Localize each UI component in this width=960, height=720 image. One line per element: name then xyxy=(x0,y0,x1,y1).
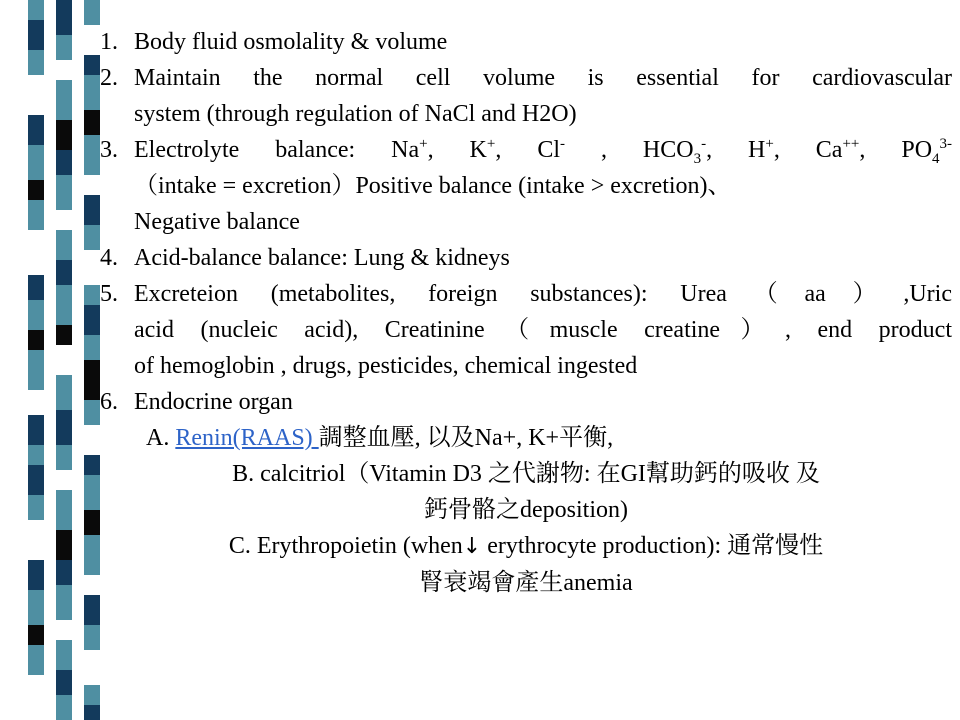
strip-segment xyxy=(56,60,72,80)
sub-item-line: 鈣骨骼之deposition) xyxy=(424,497,628,523)
strip-segment xyxy=(28,20,44,50)
item-text-line: of hemoglobin , drugs, pesticides, chemical ingested xyxy=(134,353,638,379)
decorative-strip-right xyxy=(84,0,100,720)
strip-segment xyxy=(56,470,72,490)
strip-segment xyxy=(84,110,100,135)
sub-item-text: 調整血壓, 以及Na+, K+平衡, xyxy=(318,425,614,451)
strip-segment xyxy=(28,645,44,675)
strip-segment xyxy=(56,490,72,530)
strip-segment xyxy=(84,55,100,75)
strip-segment xyxy=(28,445,44,465)
item-number: 2. xyxy=(100,65,118,91)
strip-segment xyxy=(28,350,44,390)
strip-segment xyxy=(28,520,44,560)
strip-segment xyxy=(84,305,100,335)
strip-segment xyxy=(28,465,44,495)
strip-segment xyxy=(84,535,100,575)
strip-segment xyxy=(84,400,100,425)
strip-segment xyxy=(28,560,44,590)
strip-segment xyxy=(84,575,100,595)
strip-segment xyxy=(84,25,100,55)
strip-segment xyxy=(28,415,44,445)
item-text: Endocrine organ xyxy=(134,389,293,415)
strip-segment xyxy=(56,345,72,375)
strip-segment xyxy=(56,80,72,120)
strip-segment xyxy=(84,175,100,195)
strip-segment xyxy=(84,0,100,25)
strip-segment xyxy=(84,510,100,535)
strip-segment xyxy=(56,260,72,285)
strip-segment xyxy=(56,585,72,620)
strip-segment xyxy=(56,560,72,585)
strip-segment xyxy=(56,445,72,470)
strip-segment xyxy=(28,300,44,330)
item-text-line: Negative balance xyxy=(134,209,300,235)
decorative-strip-left xyxy=(28,0,44,720)
strip-segment xyxy=(84,225,100,250)
list-item-5 xyxy=(100,276,952,384)
strip-segment xyxy=(84,425,100,455)
strip-segment xyxy=(84,685,100,705)
down-arrow-icon: ↓ xyxy=(462,534,482,559)
item-number: 5. xyxy=(100,281,118,307)
strip-segment xyxy=(56,150,72,175)
strip-segment xyxy=(56,670,72,695)
sub-item-b xyxy=(100,456,952,528)
strip-segment xyxy=(56,375,72,410)
strip-segment xyxy=(28,495,44,520)
item-text-line: system (through regulation of NaCl and H2O) xyxy=(134,101,577,127)
sub-item-label: A. xyxy=(146,425,170,451)
electrolyte-line: Electrolyte balance: Na+, K+, Cl- , $HCO_3^-$, H+, Ca++, $PO_4^{3-}$ xyxy=(134,136,953,167)
list-item-2 xyxy=(100,60,952,132)
strip-segment xyxy=(28,50,44,75)
sub-item-c xyxy=(100,528,952,601)
strip-segment xyxy=(84,335,100,360)
strip-segment xyxy=(84,625,100,650)
strip-segment xyxy=(56,640,72,670)
sub-item-line: 腎衰竭會產生anemia xyxy=(419,570,633,596)
item-number: 3. xyxy=(100,137,118,163)
sub-item-a xyxy=(100,420,952,456)
strip-segment xyxy=(28,590,44,625)
strip-segment xyxy=(28,180,44,200)
list-item-3 xyxy=(100,132,952,240)
list-item-6 xyxy=(100,384,952,420)
item-text-line: （intake = excretion）Positive balance (intake > excretion)、 xyxy=(134,173,732,199)
decorative-strip-middle xyxy=(56,0,72,720)
strip-segment xyxy=(56,230,72,260)
strip-segment xyxy=(56,285,72,325)
item-text-line: Maintain the normal cell volume is essential for cardiovascular xyxy=(134,65,952,91)
strip-segment xyxy=(84,250,100,285)
strip-segment xyxy=(28,75,44,115)
strip-segment xyxy=(56,325,72,345)
item-number: 4. xyxy=(100,245,118,271)
strip-segment xyxy=(84,285,100,305)
strip-segment xyxy=(56,695,72,720)
slide-content xyxy=(100,24,952,601)
renin-raas-link[interactable]: Renin(RAAS) xyxy=(175,425,319,451)
sub-item-line: B. calcitriol（Vitamin D3 之代謝物: 在GI幫助鈣的吸收 及 xyxy=(232,461,820,487)
strip-segment xyxy=(84,135,100,175)
strip-segment xyxy=(84,705,100,720)
strip-segment xyxy=(84,75,100,110)
strip-segment xyxy=(56,120,72,150)
strip-segment xyxy=(56,410,72,445)
item-text: Acid-balance balance: Lung & kidneys xyxy=(134,245,510,271)
strip-segment xyxy=(56,175,72,210)
sub-item-line: C. Erythropoietin (when↓ erythrocyte production): 通常慢性 xyxy=(228,533,824,559)
item-text: Body fluid osmolality & volume xyxy=(134,29,448,55)
strip-segment xyxy=(56,210,72,230)
strip-segment xyxy=(28,625,44,645)
strip-segment xyxy=(28,390,44,415)
strip-segment xyxy=(28,330,44,350)
strip-segment xyxy=(28,275,44,300)
strip-segment xyxy=(84,650,100,685)
strip-segment xyxy=(28,200,44,230)
strip-segment xyxy=(56,620,72,640)
item-number: 1. xyxy=(100,29,118,55)
strip-segment xyxy=(56,0,72,35)
strip-segment xyxy=(84,360,100,400)
strip-segment xyxy=(56,35,72,60)
strip-segment xyxy=(28,145,44,180)
list-item-4 xyxy=(100,240,952,276)
strip-segment xyxy=(84,195,100,225)
item-text-line: Excreteion (metabolites, foreign substances): Urea（aa）,Uric xyxy=(134,281,952,307)
strip-segment xyxy=(28,230,44,275)
strip-segment xyxy=(84,475,100,510)
strip-segment xyxy=(28,675,44,720)
item-number: 6. xyxy=(100,389,118,415)
item-text-line: acid (nucleic acid), Creatinine（muscle creatine）, end product xyxy=(134,317,952,343)
strip-segment xyxy=(84,595,100,625)
strip-segment xyxy=(28,115,44,145)
strip-segment xyxy=(56,530,72,560)
strip-segment xyxy=(28,0,44,20)
list-item-1 xyxy=(100,24,952,60)
strip-segment xyxy=(84,455,100,475)
